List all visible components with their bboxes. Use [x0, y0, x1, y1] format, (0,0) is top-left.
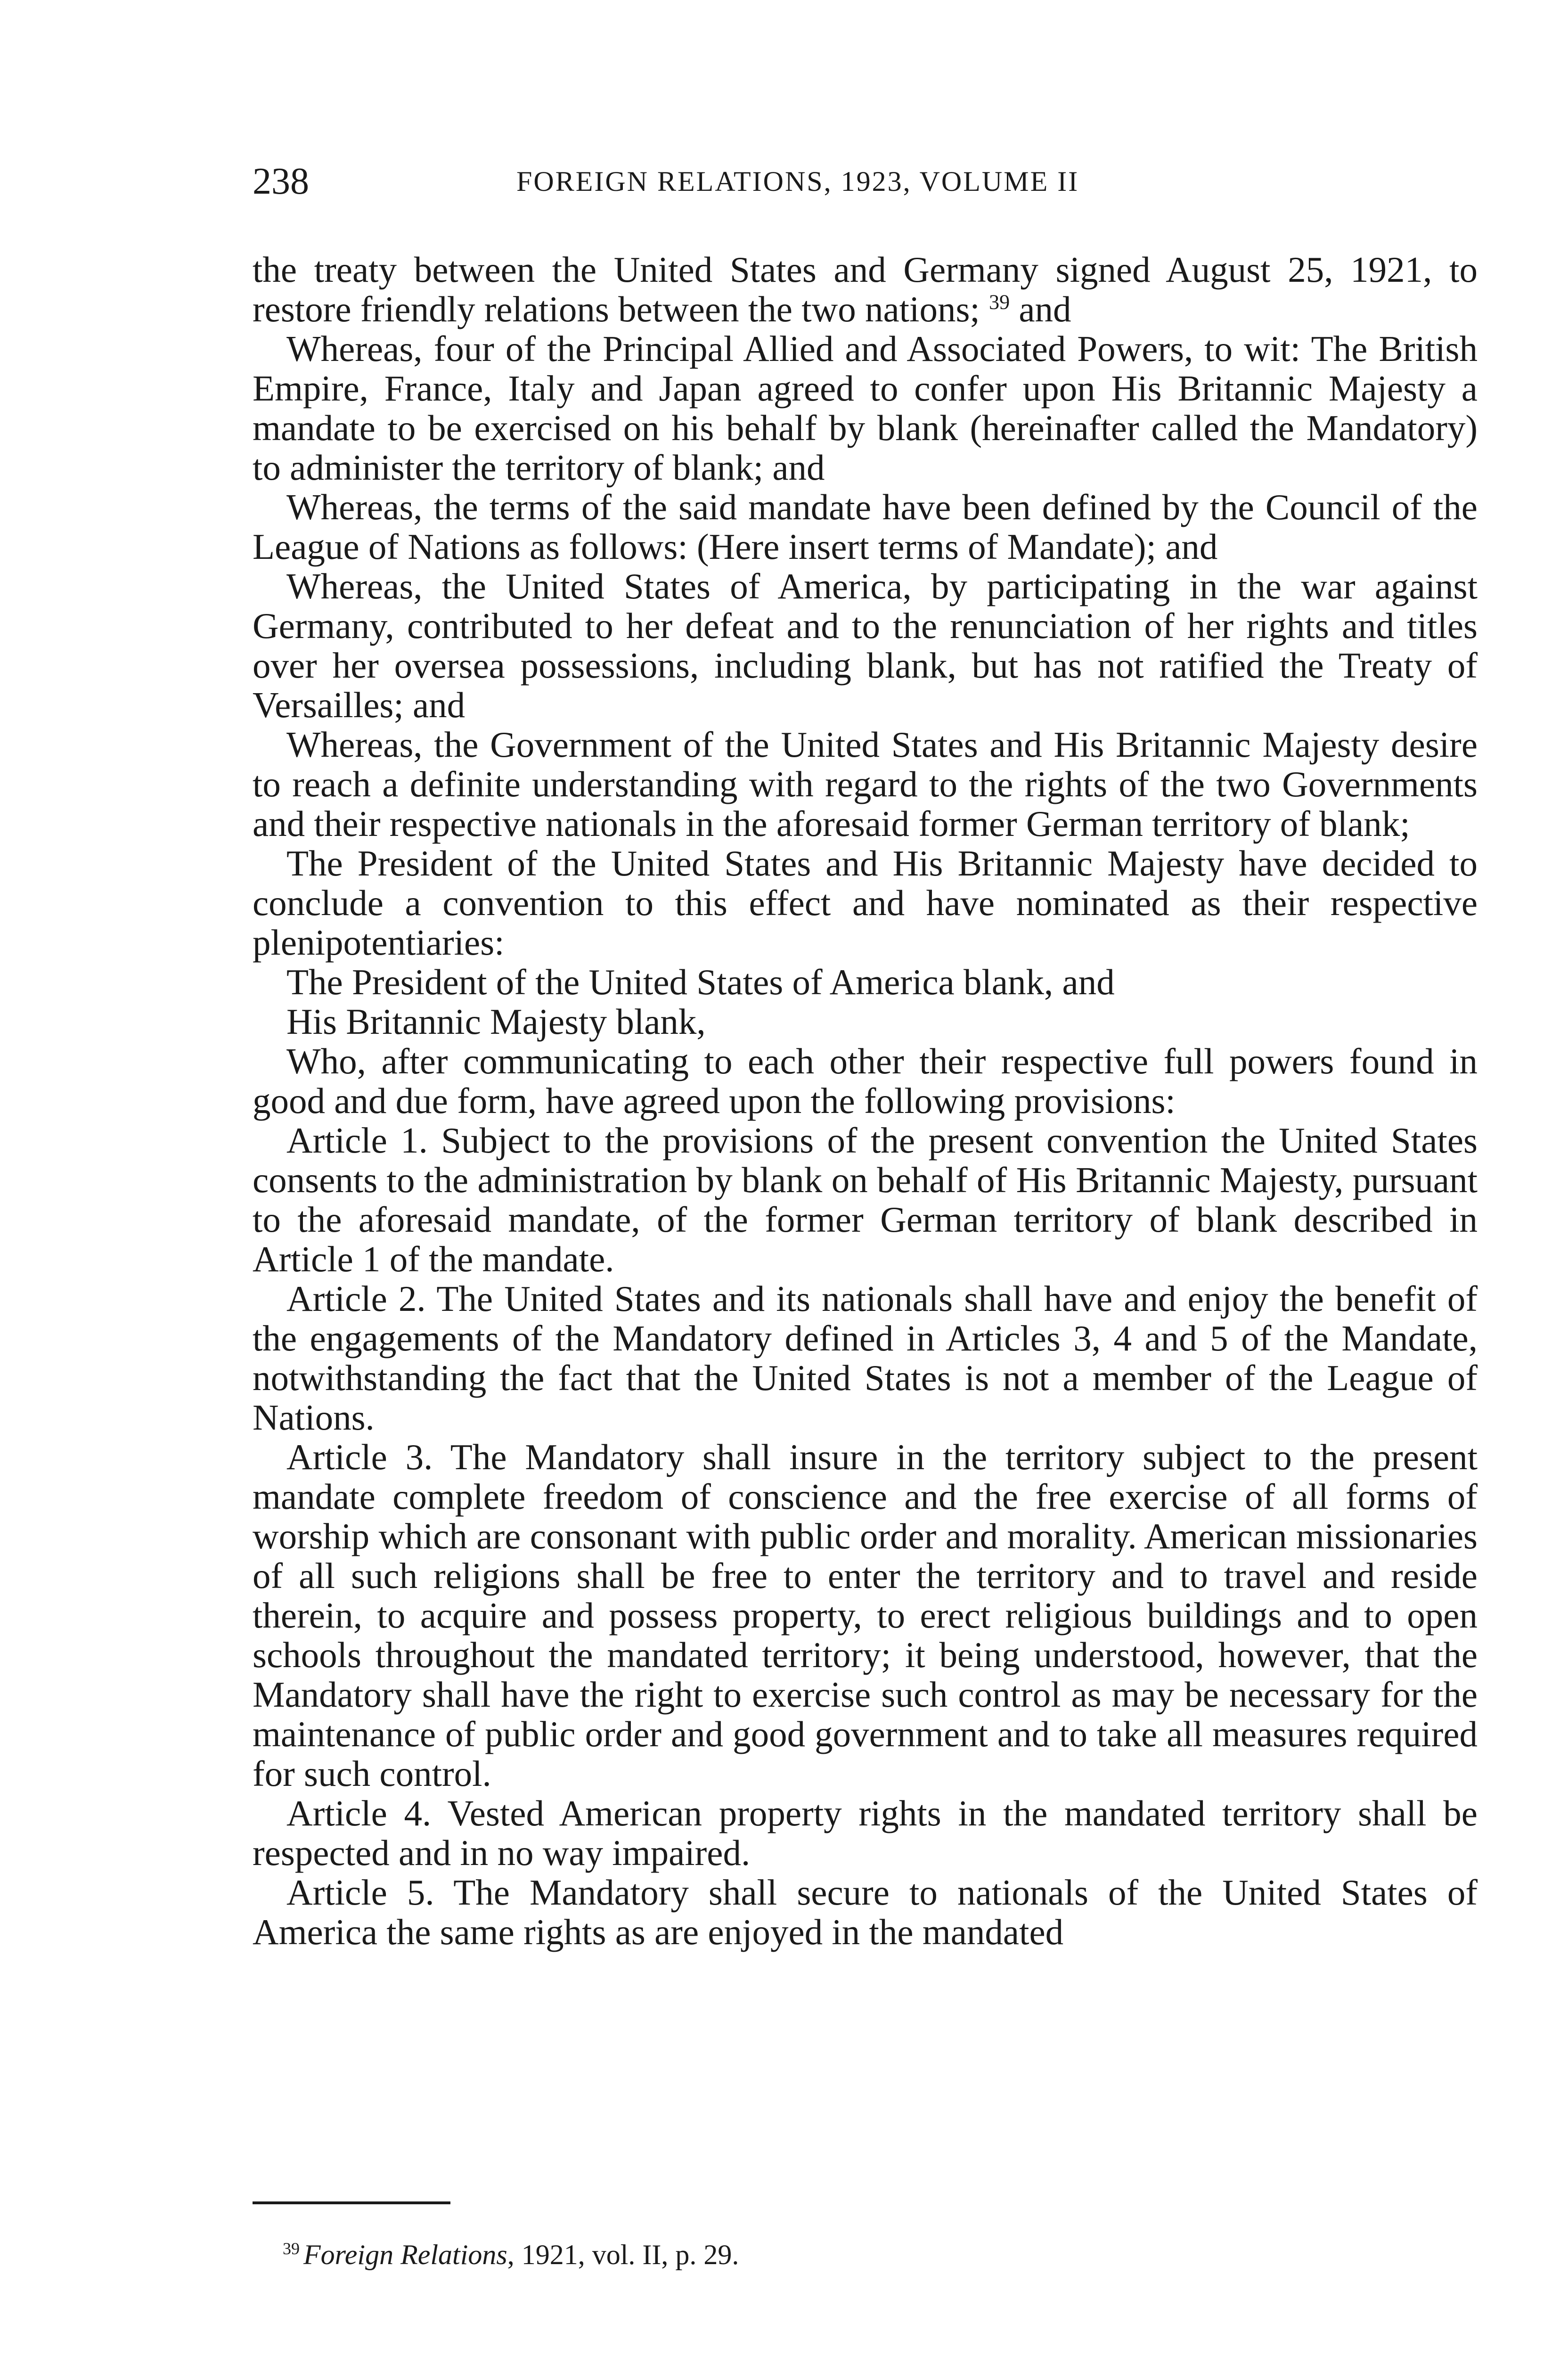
footnote-divider [253, 2201, 450, 2204]
paragraph-0-text: the treaty between the United States and Germany signed August 25, 1921, to restore friendly relations between the two nations; [253, 249, 1478, 329]
paragraph-whereas-2: Whereas, the terms of the said mandate have been defined by the Council of the League of Nations as follows: (Here insert terms of Mandate); and [253, 487, 1478, 567]
paragraph-whereas-1: Whereas, four of the Principal Allied and Associated Powers, to wit: The British Empire, France, Italy and Japan agreed to confer upon His Britannic Majesty a mandate to be exercised on his behalf by blank (hereinafter called the Mandatory) to administer the territory of blank; and [253, 328, 1478, 488]
paragraph-article-5: Article 5. The Mandatory shall secure to nationals of the United States of America the same rights as are enjoyed in the mandated [253, 1872, 1478, 1952]
page-number: 238 [253, 161, 309, 202]
paragraph-0-tail: and [1019, 289, 1071, 329]
paragraph-article-4: Article 4. Vested American property rights in the mandated territory shall be respected and in no way impaired. [253, 1793, 1478, 1873]
paragraph-plenipotentiary-us: The President of the United States of America blank, and [286, 962, 1115, 1002]
paragraph-article-3: Article 3. The Mandatory shall insure in the territory subject to the present mandate complete freedom of conscience and the free exercise of all forms of worship which are consonant with public order and morality. American missionaries of all such religions shall be free to enter the territory and to travel and reside therein, to acquire and possess property, to erect religious buildings and to open schools throughout the mandated territory; it being understood, however, that the Mandatory shall have the right to exercise such control as may be necessary for the maintenance of public order and good government and to take all measures required for such control. [253, 1437, 1478, 1794]
page-header [253, 155, 1478, 207]
paragraph-article-2: Article 2. The United States and its nationals shall have and enjoy the benefit of the engagements of the Mandatory defined in Articles 3, 4 and 5 of the Mandate, notwithstanding the fact that the United States is not a member of the League of Nations. [253, 1278, 1478, 1438]
body-text [253, 250, 1478, 1952]
paragraph-who: Who, after communicating to each other their respective full powers found in good and due form, have agreed upon the following provisions: [253, 1041, 1478, 1121]
paragraph-0 [253, 250, 1478, 329]
paragraph-article-1: Article 1. Subject to the provisions of the present convention the United States consents to the administration by blank on behalf of His Britannic Majesty, pursuant to the aforesaid mandate, of the former German territory of blank described in Article 1 of the mandate. [253, 1120, 1478, 1279]
footnote-title: Foreign Relations [303, 2239, 507, 2270]
footnote-citation: , 1921, vol. II, p. 29. [507, 2239, 739, 2270]
footnote [283, 2236, 1461, 2274]
paragraph-president: The President of the United States and His Britannic Majesty have decided to conclude a convention to this effect and have nominated as their respective plenipotentiaries: [253, 843, 1478, 963]
footnote-reference[interactable]: 39 [989, 290, 1010, 314]
paragraph-plenipotentiary-uk: His Britannic Majesty blank, [286, 1001, 706, 1042]
footnote-number: 39 [283, 2239, 300, 2258]
running-title: FOREIGN RELATIONS, 1923, VOLUME II [516, 166, 1079, 197]
paragraph-whereas-4: Whereas, the Government of the United States and His Britannic Majesty desire to reach a definite understanding with regard to the rights of the two Governments and their respective nationals in the aforesaid former German territory of blank; [253, 724, 1478, 844]
paragraph-whereas-3: Whereas, the United States of America, by participating in the war against Germany, contributed to her defeat and to the renunciation of her rights and titles over her oversea possessions, including blank, but has not ratified the Treaty of Versailles; and [253, 566, 1478, 725]
